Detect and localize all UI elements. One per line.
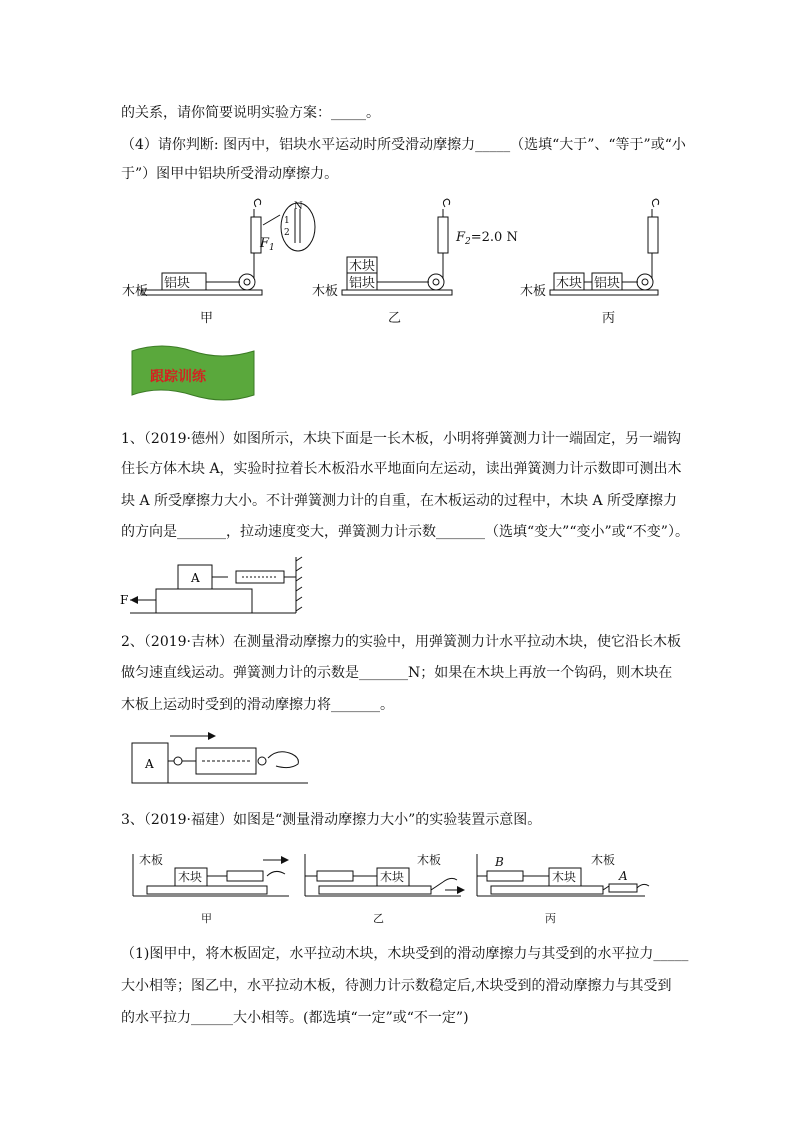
fig1-wood-label-c: 木块 xyxy=(556,276,583,291)
q3-wood-label-a: 木块 xyxy=(178,870,203,884)
q3-caption-a: 甲 xyxy=(201,912,212,925)
q1-line-3: 块 A 所受摩擦力大小。不计弹簧测力计的自重，在木板运动的过程中，木块 A 所受摩擦力 xyxy=(121,493,678,509)
fig1-aluminum-label-c: 铝块 xyxy=(594,276,621,291)
figure-q1 xyxy=(118,555,308,617)
fig1-board-label-a: 木板 xyxy=(122,284,149,299)
q3-caption-b: 乙 xyxy=(373,912,384,925)
fig1-f2-label: $F_2=2.0$ N xyxy=(456,230,518,247)
text-line-1: 的关系，请你简要说明实验方案：_____。 xyxy=(121,105,380,121)
q1-line-2: 住长方体木块 A，实验时拉着长木板沿水平地面向左运动，读出弹簧测力计示数即可测出木 xyxy=(121,461,682,477)
tracking-training-banner xyxy=(130,345,256,403)
q1-force-label: F xyxy=(120,593,129,607)
fig1-aluminum-label-b: 铝块 xyxy=(349,276,376,291)
q3-label-a: A xyxy=(619,869,628,883)
fig1-scale-2: 2 xyxy=(284,228,290,238)
q3-line-3: 大小相等；图乙中，水平拉动木板，待测力计示数稳定后,木块受到的滑动摩擦力与其受到 xyxy=(121,978,672,994)
fig1-board-label-c: 木板 xyxy=(520,284,547,299)
q2-line-3: 木板上运动时受到的滑动摩擦力将_______。 xyxy=(121,697,394,713)
fig1-scale-unit: N xyxy=(294,201,303,212)
q3-wood-label-c: 木块 xyxy=(552,870,577,884)
q3-board-label-c: 木板 xyxy=(591,853,616,867)
q1-block-label: A xyxy=(191,571,200,585)
q3-wood-label-b: 木块 xyxy=(380,870,405,884)
figure-friction-experiments xyxy=(120,195,680,330)
fig1-caption-b: 乙 xyxy=(388,311,402,326)
q3-line-2: （1)图甲中，将木板固定，水平拉动木块，木块受到的滑动摩擦力与其受到的水平拉力_____ xyxy=(121,946,689,962)
q3-board-label-b: 木板 xyxy=(417,853,442,867)
fig1-aluminum-label-a: 铝块 xyxy=(164,276,191,291)
fig1-wood-label-b: 木块 xyxy=(349,259,376,274)
fig1-scale-1: 1 xyxy=(284,216,290,226)
q2-line-2: 做匀速直线运动。弹簧测力计的示数是_______N；如果在木块上再放一个钩码，则木块在 xyxy=(121,665,673,681)
fig1-caption-a: 甲 xyxy=(200,311,214,326)
banner-label: 跟踪训练 xyxy=(150,369,206,385)
figure-q3 xyxy=(125,848,655,928)
text-line-2: （4）请你判断: 图丙中，铝块水平运动时所受滑动摩擦力_____（选填“大于”、“等于”或“小 xyxy=(121,137,686,153)
q3-board-label-a: 木板 xyxy=(139,853,164,867)
figure-q2 xyxy=(118,728,318,788)
q3-label-b: B xyxy=(495,855,504,869)
q3-caption-c: 丙 xyxy=(545,912,556,925)
q2-line-1: 2、（2019·吉林）在测量滑动摩擦力的实验中，用弹簧测力计水平拉动木块，使它沿长木板 xyxy=(121,634,681,650)
q3-line-1: 3、（2019·福建）如图是“测量滑动摩擦力大小”的实验装置示意图。 xyxy=(121,812,542,828)
fig1-board-label-b: 木板 xyxy=(312,284,339,299)
fig1-caption-c: 丙 xyxy=(602,311,616,326)
text-line-3: 于”）图甲中铝块所受滑动摩擦力。 xyxy=(121,166,339,182)
q1-line-1: 1、（2019·德州）如图所示，木块下面是一长木板，小明将弹簧测力计一端固定，另一端钩 xyxy=(121,431,681,447)
q3-line-4: 的水平拉力______大小相等。(都选填“一定”或“不一定”) xyxy=(121,1010,469,1026)
fig1-f1-label: $F_1$ xyxy=(260,236,275,253)
q2-block-label: A xyxy=(145,757,154,771)
q1-line-4: 的方向是_______，拉动速度变大，弹簧测力计示数_______（选填“变大”“变小”或“不变”）。 xyxy=(121,524,689,540)
